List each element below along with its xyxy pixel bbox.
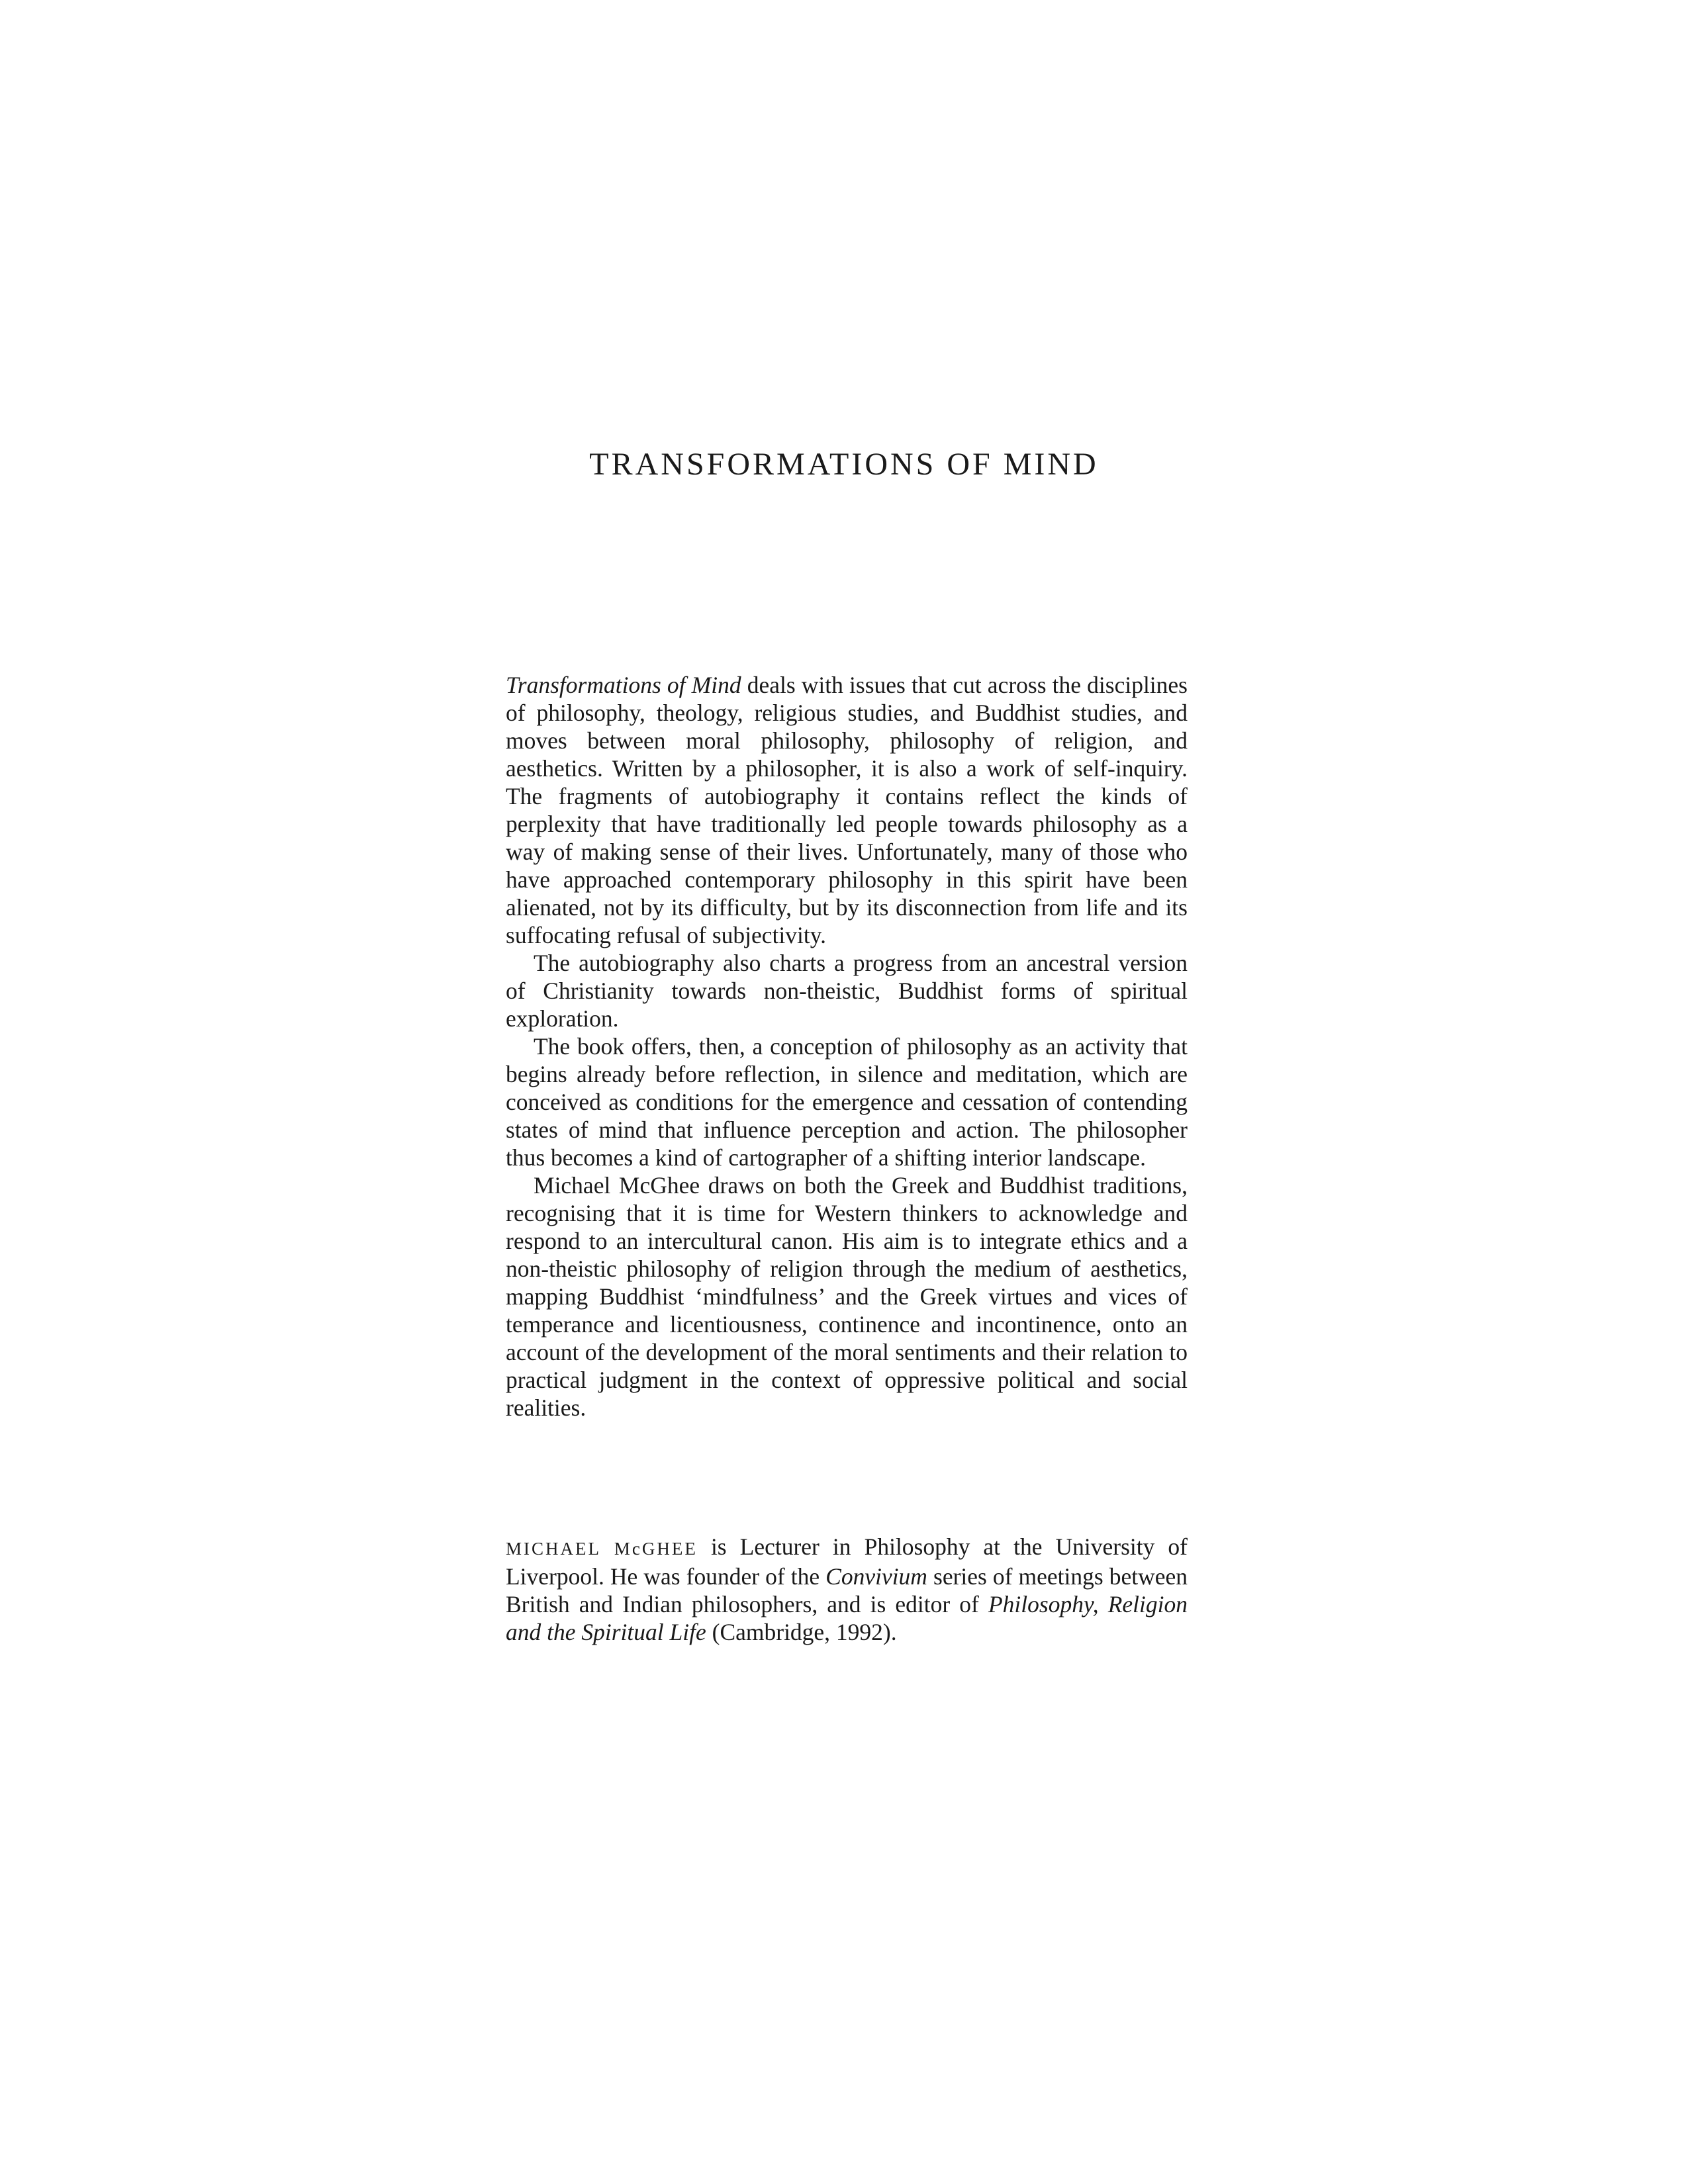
description-paragraph-3: The book offers, then, a conception of philosophy as an activity that begins already before reflection, in silence and meditation, which are conceived as conditions for the emergence and cessation of contending states of mind that influence perception and action. The philosopher thus becomes a kind of cartographer of a shifting interior landscape. [506, 1033, 1188, 1171]
book-description [506, 671, 1188, 1422]
author-name: MICHAEL McGHEE [506, 1539, 698, 1559]
book-title-italic: Transformations of Mind [506, 672, 741, 698]
description-paragraph-2: The autobiography also charts a progress from an ancestral version of Christianity towards non-theistic, Buddhist forms of spiritual exploration. [506, 950, 1188, 1032]
description-paragraph-1 [506, 671, 1188, 949]
author-bio-text-3: (Cambridge, 1992). [706, 1619, 897, 1645]
author-bio [506, 1533, 1188, 1646]
author-bio-text-2: series of meetings between British and Indian philosophers, and is editor of [506, 1563, 1188, 1617]
author-bio-text-1: is Lecturer in Philosophy at the University of Liverpool. He was founder of the [506, 1533, 1188, 1590]
edited-book-title: Philosophy, Religion and the Spiritual Life [506, 1591, 1188, 1645]
series-title: Convivium [825, 1563, 927, 1590]
page-title: TRANSFORMATIONS OF MIND [589, 447, 1099, 482]
description-paragraph-4: Michael McGhee draws on both the Greek and Buddhist traditions, recognising that it is time for Western thinkers to acknowledge and respond to an intercultural canon. His aim is to integrate ethics and a non-theistic philosophy of religion through the medium of aesthetics, mapping Buddhist ‘mindfulness’ and the Greek virtues and vices of temperance and licentiousness, continence and incontinence, onto an account of the development of the moral sentiments and their relation to practical judgment in the context of oppressive political and social realities. [506, 1172, 1188, 1421]
description-paragraph-1-text: deals with issues that cut across the disciplines of philosophy, theology, religious studies, and Buddhist studies, and moves between moral philosophy, philosophy of religion, and aesthetics. Written by a philosopher, it is also a work of self-inquiry. The fragments of autobiography it contains reflect the kinds of perplexity that have traditionally led people towards philosophy as a way of making sense of their lives. Unfortunately, many of those who have approached contemporary philosophy in this spirit have been alienated, not by its difficulty, but by its disconnection from life and its suffocating refusal of subjectivity. [506, 672, 1188, 948]
